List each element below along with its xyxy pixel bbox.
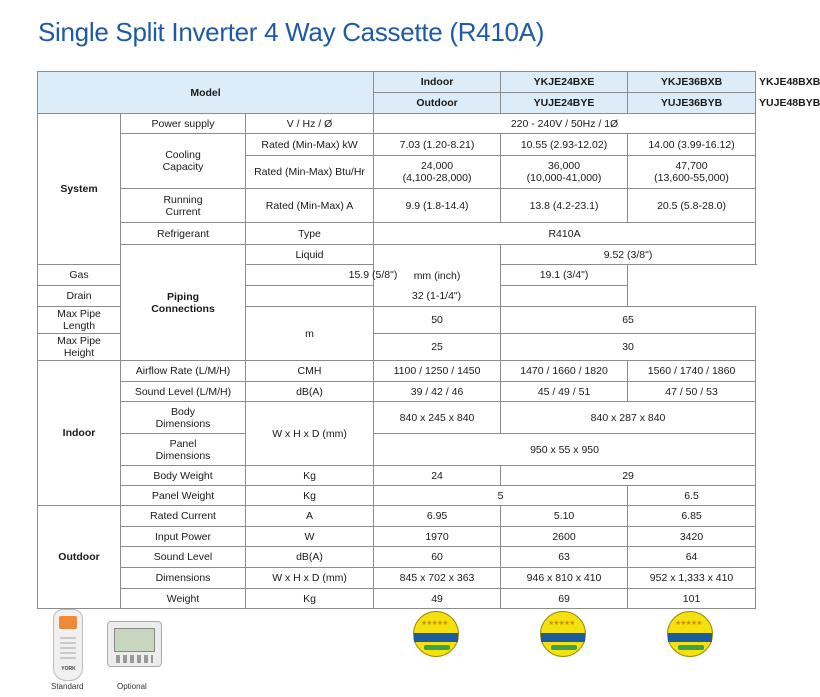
unit-cell: Rated (Min-Max) A <box>246 189 374 223</box>
outdoor-header: Outdoor <box>374 93 501 114</box>
value-cell: 5.10 <box>501 506 628 527</box>
unit-cell: Kg <box>246 589 374 609</box>
value-cell: 6.85 <box>628 506 756 527</box>
section-outdoor: Outdoor <box>38 506 121 609</box>
unit-cell: Type <box>246 223 374 245</box>
unit-cell: dB(A) <box>246 547 374 568</box>
row-label-body-dimensions: Body Dimensions <box>121 402 246 434</box>
value-cell: 101 <box>628 589 756 609</box>
unit-cell: V / Hz / Ø <box>246 114 374 134</box>
value-cell: 30 <box>501 334 756 361</box>
value-cell: 24 <box>374 466 501 486</box>
value-cell: 946 x 810 x 410 <box>501 568 628 589</box>
spec-table: Model Indoor YKJE24BXE YKJE36BXB YKJE48BXB Outdoor YUJE24BYE YUJE36BYB YUJE48BYB System Power supply V / Hz / Ø 220 - 240V / 50Hz / 1Ø Cooling Capacity Rated (Min-Max) kW 7.03 (1.20-8.21) 10.55 (2.93-12.02) 14.00 (3.99-16.12) Rated (Min-Max) Btu/Hr 24,000 (4,100-28,000) 36,000 (10,000-41,000) 47,700 (13,600-55,000) Running Current Rated (Min-Max) A 9.9 (1.8-14.4) 13.8 (4.2-23.1) 20.5 (5.8-28.0) Refrigerant Type R410A Piping Connections Liquid mm (inch) 9.52 (3/8") Gas 15.9 (5/8") 19.1 (3/4") Drain 32 (1-1/4") Max Pipe Length m 50 65 Max Pipe Height 25 30 Indoor Airflow Rate (L/M/H) CMH 1100 / 1250 / 1450 1470 / 1660 / 1820 1560 / 1740 / 1860 Sound Level (L/M/H) dB(A) 39 / 42 / 46 45 / 49 / 51 47 / 50 / 53 Body Dimensions W x H x D (mm) 840 x 245 x 840 840 x 287 x 840 Panel Dimensions 950 x 55 x 950 Body Weight Kg 24 29 Panel Weight Kg 5 6.5 Outdoor Rated Current A 6.95 5.10 6.85 Input Power W 1970 2600 3420 Sound Level dB(A) 60 63 64 Dimensions W x H x D (mm) 845 x 702 x 363 946 x 810 x 410 952 x 1,333 x 410 Weight Kg 49 69 101 <box>37 71 756 609</box>
value-cell: 64 <box>628 547 756 568</box>
value-cell: 50 <box>374 307 501 334</box>
unit-cell: W <box>246 527 374 547</box>
value-cell: 10.55 (2.93-12.02) <box>501 134 628 156</box>
row-label-body-weight: Body Weight <box>121 466 246 486</box>
unit-cell: W x H x D (mm) <box>246 568 374 589</box>
accessories <box>45 607 165 695</box>
model-header: Model <box>38 72 374 114</box>
value-cell: 24,000 (4,100-28,000) <box>374 156 501 189</box>
unit-cell: Rated (Min-Max) Btu/Hr <box>246 156 374 189</box>
value-cell: 3420 <box>628 527 756 547</box>
section-piping: Piping Connections <box>121 245 246 361</box>
row-label-input-power: Input Power <box>121 527 246 547</box>
value-cell: 25 <box>374 334 501 361</box>
value-cell: 47 / 50 / 53 <box>628 382 756 402</box>
row-label-outdoor-sound-level: Sound Level <box>121 547 246 568</box>
value-cell: R410A <box>374 223 756 245</box>
unit-cell: mm (inch) <box>374 245 501 307</box>
value-cell: 32 (1-1/4") <box>246 286 628 307</box>
value-cell: 845 x 702 x 363 <box>374 568 501 589</box>
value-cell: 1970 <box>374 527 501 547</box>
row-label-sound-level: Sound Level (L/M/H) <box>121 382 246 402</box>
wired-controller-icon <box>107 621 162 667</box>
value-cell: 220 - 240V / 50Hz / 1Ø <box>374 114 756 134</box>
value-cell: 5 <box>374 486 628 506</box>
indoor-model: YKJE24BXE <box>501 72 628 93</box>
unit-cell: CMH <box>246 361 374 382</box>
row-label-panel-dimensions: Panel Dimensions <box>121 434 246 466</box>
energy-rating-label-icon: ★★★★★ <box>413 611 459 657</box>
row-label-airflow: Airflow Rate (L/M/H) <box>121 361 246 382</box>
energy-rating-label-icon: ★★★★★ <box>540 611 586 657</box>
value-cell: 840 x 287 x 840 <box>501 402 756 434</box>
row-label-panel-weight: Panel Weight <box>121 486 246 506</box>
value-cell: 1100 / 1250 / 1450 <box>374 361 501 382</box>
row-label-liquid: Liquid <box>246 245 374 265</box>
optional-label: Optional <box>117 682 147 691</box>
value-cell: 15.9 (5/8") <box>246 265 501 286</box>
row-label-max-pipe-height: Max Pipe Height <box>38 334 121 361</box>
value-cell: 952 x 1,333 x 410 <box>628 568 756 589</box>
row-label-power-supply: Power supply <box>121 114 246 134</box>
value-cell: 29 <box>501 466 756 486</box>
row-label-refrigerant: Refrigerant <box>121 223 246 245</box>
standard-label: Standard <box>51 682 84 691</box>
value-cell: 69 <box>501 589 628 609</box>
section-system: System <box>38 114 121 265</box>
value-cell: 7.03 (1.20-8.21) <box>374 134 501 156</box>
value-cell: 63 <box>501 547 628 568</box>
value-cell: 950 x 55 x 950 <box>374 434 756 466</box>
value-cell: 49 <box>374 589 501 609</box>
row-label-max-pipe-length: Max Pipe Length <box>38 307 121 334</box>
value-cell: 840 x 245 x 840 <box>374 402 501 434</box>
row-label-gas: Gas <box>38 265 121 286</box>
value-cell: 65 <box>501 307 756 334</box>
unit-cell: dB(A) <box>246 382 374 402</box>
value-cell: 39 / 42 / 46 <box>374 382 501 402</box>
row-label-running-current: Running Current <box>121 189 246 223</box>
indoor-header: Indoor <box>374 72 501 93</box>
value-cell: 13.8 (4.2-23.1) <box>501 189 628 223</box>
row-label-weight: Weight <box>121 589 246 609</box>
row-label-cooling-capacity: Cooling Capacity <box>121 134 246 189</box>
unit-cell: Rated (Min-Max) kW <box>246 134 374 156</box>
page-title: Single Split Inverter 4 Way Cassette (R410A) <box>38 17 545 47</box>
unit-cell: Kg <box>246 486 374 506</box>
row-label-dimensions: Dimensions <box>121 568 246 589</box>
unit-cell: m <box>246 307 374 361</box>
value-cell: 36,000 (10,000-41,000) <box>501 156 628 189</box>
value-cell: 2600 <box>501 527 628 547</box>
unit-cell: Kg <box>246 466 374 486</box>
value-cell: 9.9 (1.8-14.4) <box>374 189 501 223</box>
value-cell: 14.00 (3.99-16.12) <box>628 134 756 156</box>
value-cell: 6.95 <box>374 506 501 527</box>
wireless-remote-icon: YORK <box>53 609 83 681</box>
value-cell: 47,700 (13,600-55,000) <box>628 156 756 189</box>
outdoor-model: YUJE36BYB <box>628 93 756 114</box>
value-cell: 19.1 (3/4") <box>501 265 628 286</box>
value-cell: 6.5 <box>628 486 756 506</box>
value-cell: 60 <box>374 547 501 568</box>
value-cell: 20.5 (5.8-28.0) <box>628 189 756 223</box>
row-label-drain: Drain <box>38 286 121 307</box>
value-cell: 9.52 (3/8") <box>501 245 756 265</box>
value-cell: 45 / 49 / 51 <box>501 382 628 402</box>
section-indoor: Indoor <box>38 361 121 506</box>
value-cell: 1560 / 1740 / 1860 <box>628 361 756 382</box>
outdoor-model: YUJE24BYE <box>501 93 628 114</box>
unit-cell: A <box>246 506 374 527</box>
row-label-rated-current: Rated Current <box>121 506 246 527</box>
unit-cell: W x H x D (mm) <box>246 402 374 466</box>
indoor-model: YKJE36BXB <box>628 72 756 93</box>
energy-rating-label-icon: ★★★★★ <box>667 611 713 657</box>
value-cell: 1470 / 1660 / 1820 <box>501 361 628 382</box>
